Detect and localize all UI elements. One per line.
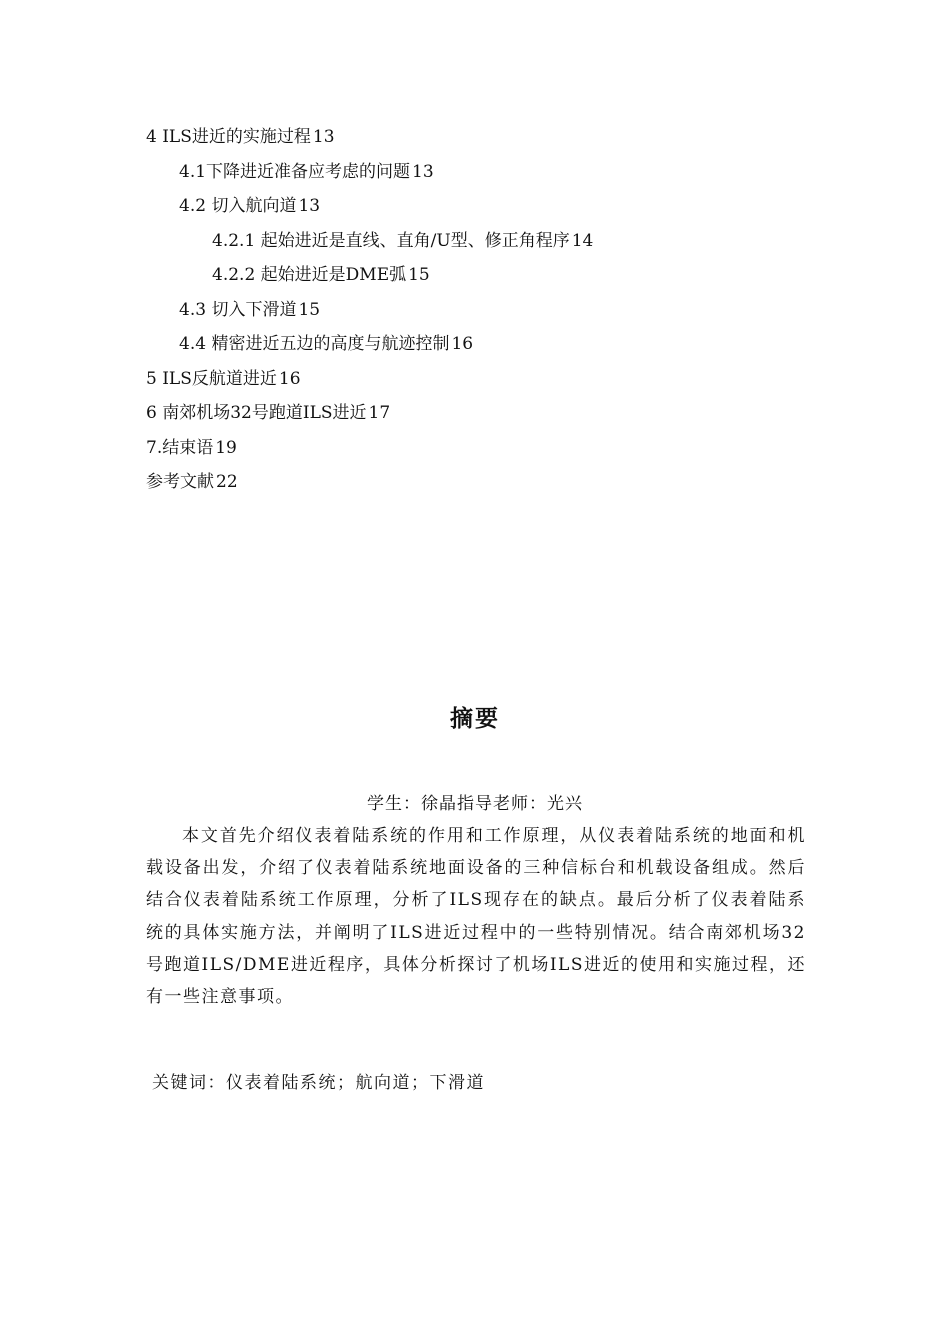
toc-entry[interactable] bbox=[146, 298, 846, 333]
toc-entry[interactable] bbox=[146, 470, 846, 505]
toc-entry-text: 4 ILS进近的实施过程 bbox=[146, 127, 311, 147]
abstract-body: 本文首先介绍仪表着陆系统的作用和工作原理，从仪表着陆系统的地面和机载设备出发，介绍了仪表着陆系统地面设备的三种信标台和机载设备组成。然后结合仪表着陆系统工作原理，分析了ILS现存在的缺点。最后分析了仪表着陆系统的具体实施方法，并阐明了ILS进近过程中的一些特别情况。结合南郊机场32号跑道ILS/DME进近程序，具体分析探讨了机场ILS进近的使用和实施过程，还有一些注意事项。 bbox=[146, 826, 806, 1008]
toc-entry-text: 4.2.1 起始进近是直线、直角/U型、修正角程序 bbox=[212, 230, 570, 251]
author-line: 学生：徐晶指导老师：光兴 bbox=[367, 794, 583, 814]
toc-entry[interactable] bbox=[146, 367, 846, 402]
toc-entry-page: 14 bbox=[571, 230, 594, 251]
toc-entry[interactable] bbox=[146, 229, 846, 264]
toc-entry-page: 13 bbox=[312, 127, 335, 147]
toc-entry-text: 4.3 切入下滑道 bbox=[179, 299, 297, 320]
toc-entry-text: 6 南郊机场32号跑道ILS进近 bbox=[146, 403, 367, 423]
toc-entry-text: 参考文献 bbox=[146, 472, 214, 492]
toc-entry-page: 15 bbox=[408, 265, 430, 285]
toc-entry-page: 13 bbox=[412, 161, 434, 182]
toc-entry[interactable] bbox=[146, 160, 846, 195]
toc-entry-page: 13 bbox=[298, 196, 321, 216]
toc-entry-text: 4.2.2 起始进近是DME弧 bbox=[212, 265, 407, 285]
toc-entry-text: 5 ILS反航道进近 bbox=[146, 368, 277, 389]
toc-entry-page: 15 bbox=[298, 299, 321, 320]
toc-entry-page: 16 bbox=[451, 334, 474, 354]
toc-entry[interactable] bbox=[146, 332, 846, 367]
toc-entry[interactable] bbox=[146, 194, 846, 229]
toc-entry[interactable] bbox=[146, 125, 846, 160]
toc-entry-page: 22 bbox=[216, 472, 238, 492]
toc-entry-text: 4.4 精密进近五边的高度与航迹控制 bbox=[179, 334, 450, 354]
toc-entry[interactable] bbox=[146, 263, 846, 298]
toc-entry[interactable] bbox=[146, 401, 846, 436]
table-of-contents bbox=[146, 125, 846, 505]
keywords-line: 关键词：仪表着陆系统；航向道；下滑道 bbox=[152, 1073, 485, 1093]
toc-entry-text: 7.结束语 bbox=[146, 437, 214, 458]
toc-entry[interactable] bbox=[146, 436, 846, 471]
toc-entry-page: 19 bbox=[215, 437, 237, 458]
toc-entry-text: 4.2 切入航向道 bbox=[179, 196, 297, 216]
abstract-title: 摘要 bbox=[450, 706, 500, 732]
toc-entry-page: 16 bbox=[278, 368, 301, 389]
toc-entry-page: 17 bbox=[368, 403, 391, 423]
toc-entry-text: 4.1下降进近准备应考虑的问题 bbox=[179, 161, 411, 182]
